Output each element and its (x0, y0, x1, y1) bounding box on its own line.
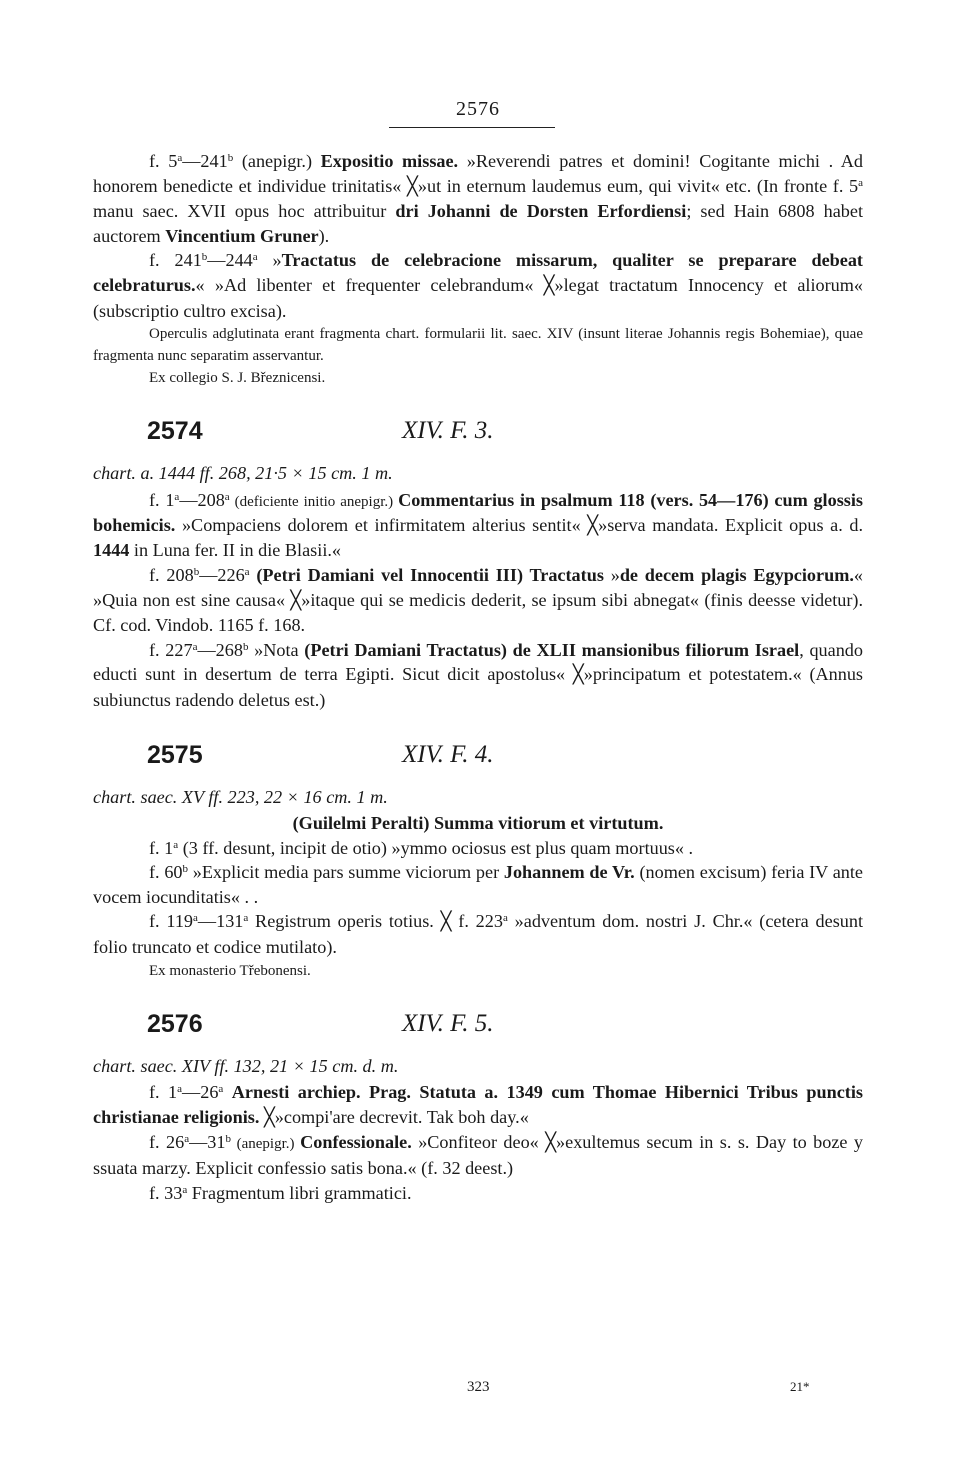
entry-number: 2575 (147, 740, 203, 769)
codex-description: chart. a. 1444 ff. 268, 21·5 × 15 cm. 1 m. (93, 463, 393, 484)
page-footer (93, 1379, 863, 1403)
entry-heading (93, 419, 863, 459)
codex-description: chart. saec. XV ff. 223, 22 × 16 cm. 1 m. (93, 786, 388, 807)
folio-entry: f. 60$^b$ »Explicit media pars summe viciorum per Johannem de Vr. (nomen excisum) feria IV ante vocem iocunditatis« . . (93, 862, 863, 907)
folio-entry: f. 33$^a$ Fragmentum libri grammatici. (149, 1182, 412, 1203)
shelf-signature: XIV. F. 4. (402, 740, 494, 768)
folio-entry: f. 1$^a$—208$^a$ (deficiente initio anepigr.) Commentarius in psalmum 118 (vers. 54—176) cum glossis bohemicis. »Compaciens dolorem et infirmitatem alterius sentit« ╳»serva mandata. Explicit opus a. d. 1444 in Luna fer. II in die Blasii.« (93, 489, 863, 561)
provenance: Ex collegio S. J. Březnicensi. (149, 370, 326, 387)
provenance: Ex monasterio Třebonensi. (149, 962, 311, 979)
omission-mark-icon: ╳ (407, 175, 418, 197)
folio-entry: f. 26$^a$—31$^b$ (anepigr.) Confessionale. »Confiteor deo« ╳»exultemus secum in s. s. Day to boze y ssuata marzy. Explicit confessio satis bona.« (f. 32 deest.) (93, 1132, 863, 1179)
folio-entry: f. 208$^b$—226$^a$ (Petri Damiani vel Innocentii III) Tractatus »de decem plagis Egypciorum.« »Quia non est sine causa« ╳»itaque qui se medicis dederit, se ipsum sibi abnegat« (finis deesse videtur). Cf. cod. Vindob. 1165 f. 168. (93, 564, 864, 636)
entry-number: 2576 (147, 1009, 203, 1038)
codex-description: chart. saec. XIV ff. 132, 21 × 15 cm. d. m. (93, 1055, 399, 1076)
omission-mark-icon: ╳ (543, 274, 555, 296)
entry-heading (93, 740, 863, 783)
folio-entry: f. 5$^a$—241$^b$ (anepigr.) Expositio missae. »Reverendi patres et domini! Cogitante michi . Ad honorem benedicte et individue trinitatis« ╳»ut in eternum laudemus eum, qui vivit« etc. (In fronte f. 5$^a$ manu saec. XVII opus hoc attribuitur dri Johanni de Dorsten Erfordiensi; sed Hain 6808 habet auctorem Vincentium Gruner). (93, 151, 864, 246)
folio-entry: f. 1$^a$—26$^a$ Arnesti archiep. Prag. Statuta a. 1349 cum Thomae Hibernici Tribus punctis christianae religionis. ╳»compi'are decrevit. Tak boh day.« (93, 1082, 863, 1128)
entry-number: 2574 (147, 417, 203, 446)
folio-entry: f. 119$^a$—131$^a$ Registrum operis totius. ╳ f. 223$^a$ »adventum dom. nostri J. Chr.« (cetera desunt folio truncato et codice mutilato). (93, 911, 864, 958)
folio-entry: f. 1$^a$ (3 ff. desunt, incipit de otio) »ymmo ociosus est plus quam mortuus« . (149, 837, 694, 858)
signature-mark: 21* (790, 1379, 810, 1394)
omission-mark-icon: ╳ (545, 1132, 557, 1154)
work-title: (Guilelmi Peralti) Summa vitiorum et virtutum. (292, 813, 664, 834)
omission-mark-icon: ╳ (263, 1106, 275, 1128)
page (93, 0, 863, 1472)
folio-entry: f. 241$^b$—244$^a$ »Tractatus de celebracione missarum, qualiter se preparare debeat celebraturus.« »Ad libenter et frequenter celebrandum« ╳»legat tractatum Innocency et aliorum« (subscriptio cultro excisa). (93, 250, 863, 321)
omission-mark-icon: ╳ (440, 911, 452, 933)
header-rule (389, 127, 555, 128)
entry-heading (93, 1009, 863, 1052)
omission-mark-icon: ╳ (587, 514, 599, 536)
shelf-signature: XIV. F. 3. (402, 417, 494, 445)
omission-mark-icon: ╳ (290, 589, 302, 611)
body-text (93, 149, 863, 1205)
shelf-signature: XIV. F. 5. (402, 1009, 494, 1037)
note: Operculis adglutinata erant fragmenta chart. formularii lit. saec. XIV (insunt literae Johannis regis Bohemiae), quae fragmenta nunc separatim asservantur. (93, 326, 863, 365)
page-number: 323 (467, 1379, 490, 1395)
omission-mark-icon: ╳ (572, 664, 584, 686)
folio-entry: f. 227$^a$—268$^b$ »Nota (Petri Damiani Tractatus) de XLII mansionibus filiorum Israel, quando educti sunt in desertum de terra Egipti. Sicut dicit apostolus« ╳»principatum et potestatem.« (Annus subiunctus radendo deletus est.) (93, 639, 863, 710)
running-head: 2576 (456, 98, 500, 120)
